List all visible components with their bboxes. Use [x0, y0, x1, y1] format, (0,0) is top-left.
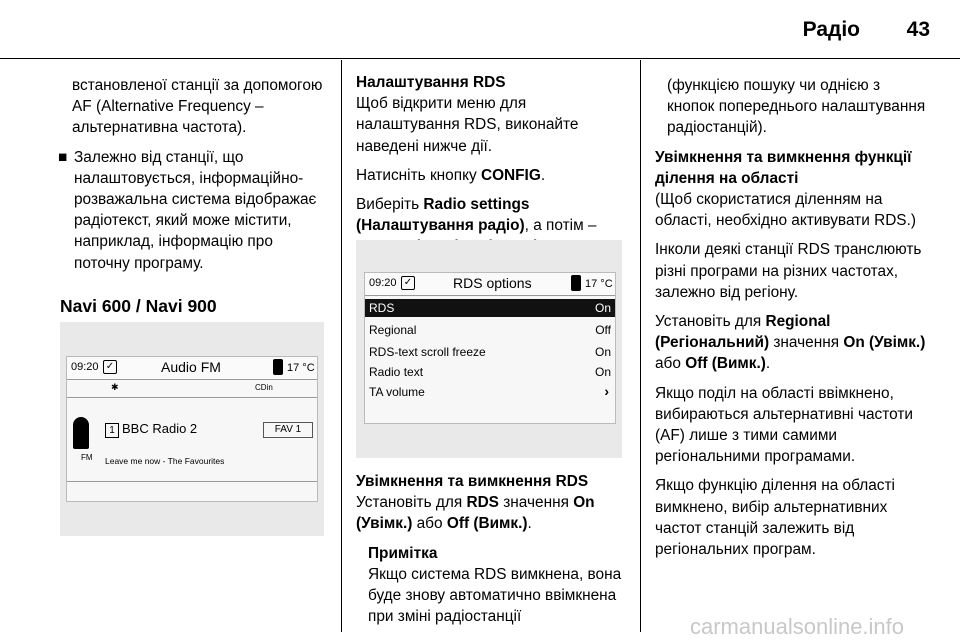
- ta-volume-row-label: TA volume: [369, 385, 425, 399]
- screen-divider-bottom: [67, 481, 317, 482]
- cdin-label: CDin: [255, 383, 273, 392]
- scroll-freeze-row-value: On: [594, 345, 611, 359]
- bullet-icon: ■: [58, 148, 68, 166]
- col2-paragraph-2: Натисніть кнопку CONFIG.: [356, 166, 546, 184]
- note-title: Примітка: [368, 544, 438, 562]
- clock: 09:20: [71, 361, 99, 373]
- screen-divider: [67, 397, 317, 398]
- col2-heading-rds-toggle: Увімкнення та вимкнення RDS: [356, 473, 589, 490]
- radio-text: Leave me now - The Favourites: [105, 456, 225, 466]
- col3-paragraph-5: Якщо поділ на області ввімкнено, вибираються альтернативні частоти (AF) лише з тими самими регіональними програмами.: [655, 384, 913, 466]
- regional-row-value: Off: [595, 323, 611, 337]
- temperature: 17 °C: [287, 362, 315, 374]
- section-heading-navi: Navi 600 / Navi 900: [60, 295, 217, 316]
- note-text: Якщо система RDS вимкнена, вона буде знову автоматично ввімкнена при зміні радіостанції: [368, 565, 622, 626]
- column-divider-2: [640, 60, 641, 632]
- note-block: [356, 543, 628, 628]
- rds-row-value: On: [594, 301, 611, 315]
- radio-text-row-value: On: [594, 365, 611, 379]
- col3-paragraph-3: Інколи деякі станції RDS транслюють різні програми на різних частотах, залежно від регіону.: [655, 241, 922, 301]
- radio-text-row-label: Radio text: [369, 365, 424, 379]
- column-2: [356, 72, 628, 266]
- screen-title: RDS options: [453, 275, 532, 291]
- col2-paragraph-3: Виберіть Radio settings (Налаштування радіо), а потім –: [356, 196, 597, 235]
- audio-fm-screen: [66, 356, 318, 502]
- clock: 09:20: [369, 277, 397, 289]
- rds-options-screen: [364, 272, 616, 424]
- rds-row-label: RDS: [369, 301, 395, 315]
- audio-fm-screen-photo: [60, 322, 324, 536]
- column-2-lower: [356, 471, 628, 627]
- scroll-freeze-row[interactable]: [365, 343, 615, 361]
- watermark: carmanualsonline.info: [690, 614, 905, 639]
- col1-paragraph-1: встановленої станції за допомогою AF (Alternative Frequency – альтернативна частота).: [72, 77, 323, 137]
- header-rule: [0, 58, 960, 59]
- col2-paragraph-4: Установіть для RDS значення On (Увімк.) або Off (Вимк.).: [356, 494, 595, 533]
- col3-heading-regional: Увімкнення та вимкнення функції ділення на області: [655, 148, 912, 187]
- radio-text-row[interactable]: [365, 363, 615, 381]
- station-name: BBC Radio 2: [122, 421, 198, 436]
- page-header-title: Радіо: [802, 18, 860, 41]
- col1-paragraph-2: Залежно від станції, що налаштовується, інформаційно-розважальна система відображає радіотекст, який може містити, наприклад, інформацію про поточну програму.: [74, 148, 317, 272]
- status-bar: [365, 273, 615, 296]
- chevron-right-icon: ›: [604, 383, 609, 399]
- radio-icon: [73, 417, 89, 449]
- col2-paragraph-1: Щоб відкрити меню для налаштування RDS, виконайте наведені нижче дії.: [356, 95, 579, 155]
- ta-volume-row[interactable]: [365, 383, 615, 401]
- temperature: 17 °C: [585, 278, 613, 290]
- band-label: FM: [81, 453, 93, 462]
- bluetooth-icon: ✱: [111, 382, 119, 392]
- column-3: [655, 75, 927, 568]
- col2-heading-rds-settings: Налаштування RDS: [356, 74, 506, 91]
- scroll-freeze-row-label: RDS-text scroll freeze: [369, 345, 486, 359]
- column-divider-1: [341, 60, 342, 632]
- col3-paragraph-1: (функцією пошуку чи однією з кнопок попереднього налаштування радіостанцій).: [667, 77, 926, 137]
- check-icon: ✓: [103, 360, 117, 374]
- col3-paragraph-4: Установіть для Regional (Регіональний) значення On (Увімк.) або Off (Вимк.).: [655, 313, 926, 373]
- thermometer-icon: [273, 359, 283, 375]
- column-1: [60, 75, 332, 331]
- col1-bullet-item: [60, 147, 332, 274]
- col3-paragraph-6: Якщо функцію ділення на області вимкнено, вибір альтернативних частот станцій залежить від регіональних програм.: [655, 477, 895, 559]
- rds-row[interactable]: [365, 299, 615, 317]
- fav-button[interactable]: FAV 1: [263, 422, 313, 438]
- thermometer-icon: [571, 275, 581, 291]
- rds-options-screen-photo: [356, 240, 622, 458]
- check-icon: ✓: [401, 276, 415, 290]
- regional-row[interactable]: [365, 321, 615, 339]
- page-number: 43: [906, 18, 930, 41]
- screen-title: Audio FM: [161, 359, 221, 375]
- col3-paragraph-2: (Щоб скористатися діленням на області, необхідно активувати RDS.): [655, 191, 916, 230]
- preset-number: 1: [105, 423, 119, 438]
- regional-row-label: Regional: [369, 323, 417, 337]
- status-bar: [67, 357, 317, 380]
